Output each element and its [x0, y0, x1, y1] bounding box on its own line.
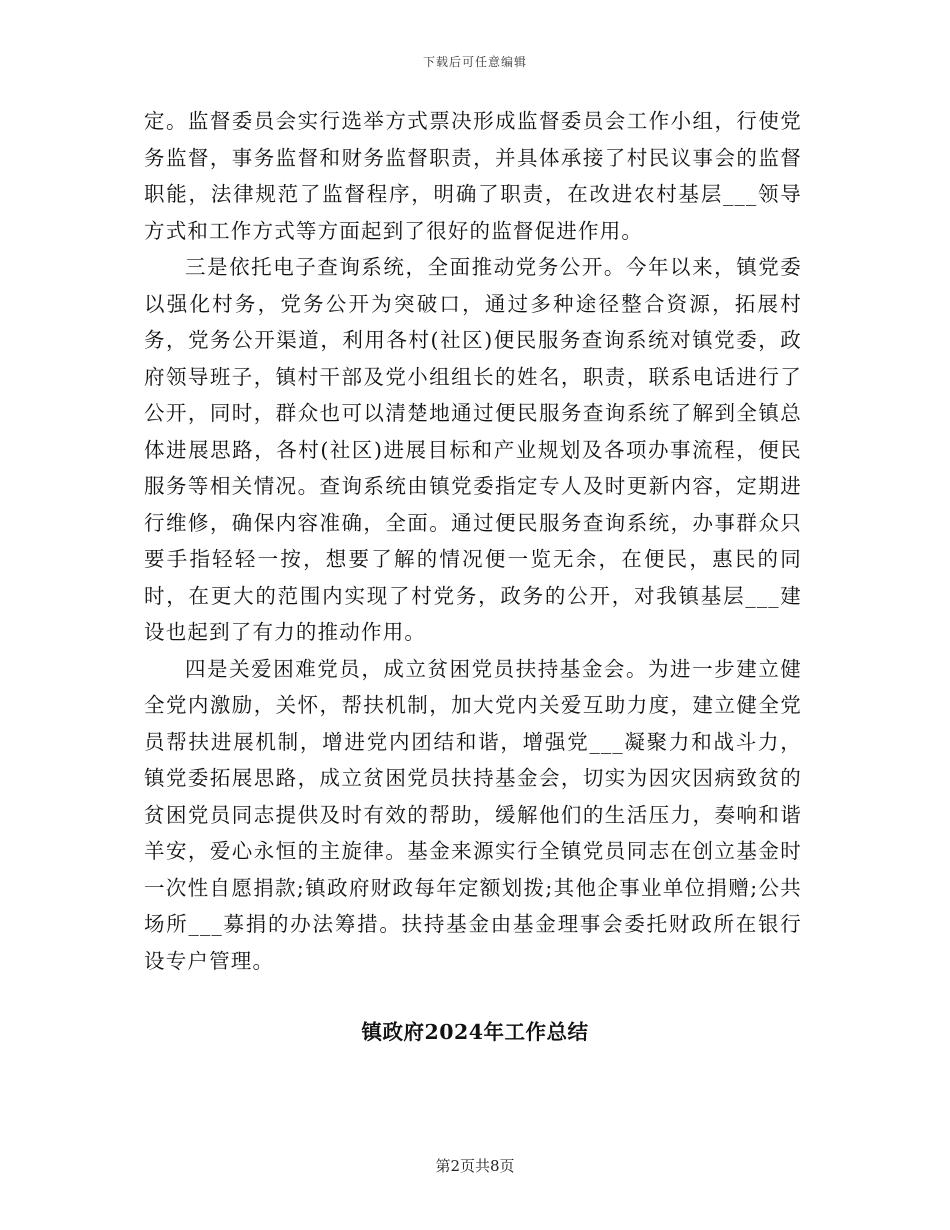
paragraph-continuation: 定。监督委员会实行选举方式票决形成监督委员会工作小组，行使党务监督，事务监督和财务监督职责，并具体承接了村民议事会的监督职能，法律规范了监督程序，明确了职责，在改进农村基层___领导方式和工作方式等方面起到了很好的监督促进作用。 — [144, 109, 802, 243]
page-footer: 第2页共8页 — [435, 1157, 515, 1175]
document-body — [144, 103, 802, 979]
page-header: 下载后可任意编辑 — [422, 55, 527, 69]
paragraph-item-three: 三是依托电子查询系统，全面推动党务公开。今年以来，镇党委以强化村务，党务公开为突破口，通过多种途径整合资源，拓展村务，党务公开渠道，利用各村(社区)便民服务查询系统对镇党委，政府领导班子，镇村干部及党小组组长的姓名，职责，联系电话进行了公开，同时，群众也可以清楚地通过便民服务查询系统了解到全镇总体进展思路，各村(社区)进展目标和产业规划及各项办事流程，便民服务等相关情况。查询系统由镇党委指定专人及时更新内容，定期进行维修，确保内容准确，全面。通过便民服务查询系统，办事群众只要手指轻轻一按，想要了解的情况便一览无余，在便民，惠民的同时，在更大的范围内实现了村党务，政务的公开，对我镇基层___建设也起到了有力的推动作用。 — [144, 255, 802, 644]
paragraph-item-four: 四是关爱困难党员，成立贫困党员扶持基金会。为进一步建立健全党内激励，关怀，帮扶机制，加大党内关爱互助力度，建立健全党员帮扶进展机制，增进党内团结和谐，增强党___凝聚力和战斗力，镇党委拓展思路，成立贫困党员扶持基金会，切实为因灾因病致贫的贫困党员同志提供及时有效的帮助，缓解他们的生活压力，奏响和谐羊安，爱心永恒的主旋律。基金来源实行全镇党员同志在创立基金时一次性自愿捐款;镇政府财政每年定额划拨;其他企事业单位捐赠;公共场所___募捐的办法筹措。扶持基金由基金理事会委托财政所在银行设专户管理。 — [144, 656, 802, 973]
section-heading: 镇政府2024年工作总结 — [361, 1020, 589, 1044]
